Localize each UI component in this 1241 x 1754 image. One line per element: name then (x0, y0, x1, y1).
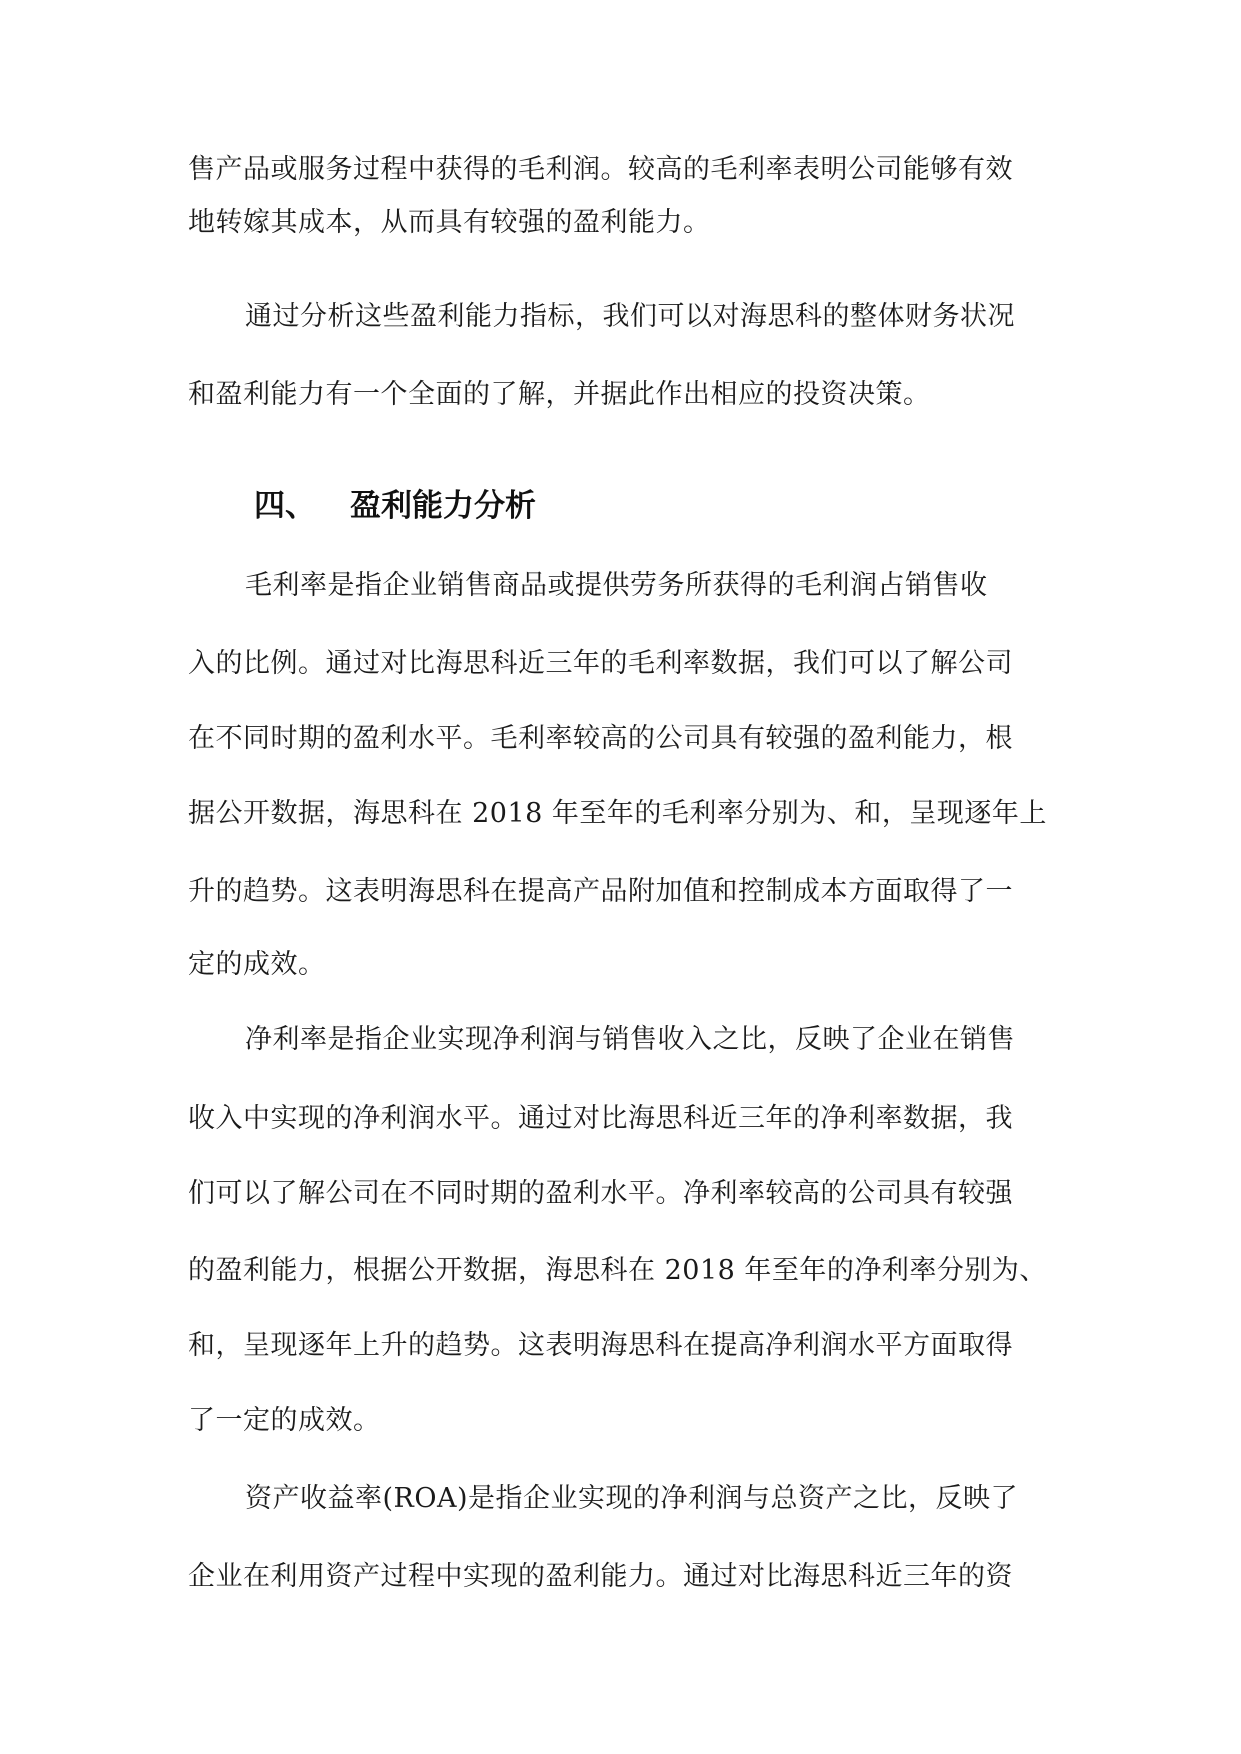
paragraph-line: 升的趋势。这表明海思科在提高产品附加值和控制成本方面取得了一 (188, 876, 1013, 907)
paragraph-line: 的盈利能力，根据公开数据，海思科在 2018 年至年的净利率分别为、 (188, 1255, 1047, 1286)
paragraph-line: 地转嫁其成本，从而具有较强的盈利能力。 (188, 207, 711, 238)
paragraph-line: 资产收益率(ROA)是指企业实现的净利润与总资产之比，反映了 (245, 1483, 1019, 1514)
paragraph-line: 收入中实现的净利润水平。通过对比海思科近三年的净利率数据，我 (188, 1103, 1013, 1134)
paragraph-line: 了一定的成效。 (188, 1405, 381, 1436)
section-title: 盈利能力分析 (350, 488, 536, 524)
section-number: 四、 (254, 488, 316, 524)
paragraph-line: 据公开数据，海思科在 2018 年至年的毛利率分别为、和，呈现逐年上 (188, 798, 1047, 829)
paragraph-line: 净利率是指企业实现净利润与销售收入之比，反映了企业在销售 (245, 1024, 1015, 1055)
section-heading (254, 486, 536, 526)
paragraph-line: 企业在利用资产过程中实现的盈利能力。通过对比海思科近三年的资 (188, 1561, 1013, 1592)
paragraph-line: 和盈利能力有一个全面的了解，并据此作出相应的投资决策。 (188, 379, 931, 410)
paragraph-line: 售产品或服务过程中获得的毛利润。较高的毛利率表明公司能够有效 (188, 154, 1013, 185)
paragraph-line: 毛利率是指企业销售商品或提供劳务所获得的毛利润占销售收 (245, 570, 988, 601)
paragraph-line: 入的比例。通过对比海思科近三年的毛利率数据，我们可以了解公司 (188, 648, 1013, 679)
paragraph-line: 定的成效。 (188, 949, 326, 980)
paragraph-line: 通过分析这些盈利能力指标，我们可以对海思科的整体财务状况 (245, 301, 1015, 332)
paragraph-line: 们可以了解公司在不同时期的盈利水平。净利率较高的公司具有较强 (188, 1178, 1013, 1209)
paragraph-line: 在不同时期的盈利水平。毛利率较高的公司具有较强的盈利能力，根 (188, 723, 1013, 754)
paragraph-line: 和，呈现逐年上升的趋势。这表明海思科在提高净利润水平方面取得 (188, 1330, 1013, 1361)
